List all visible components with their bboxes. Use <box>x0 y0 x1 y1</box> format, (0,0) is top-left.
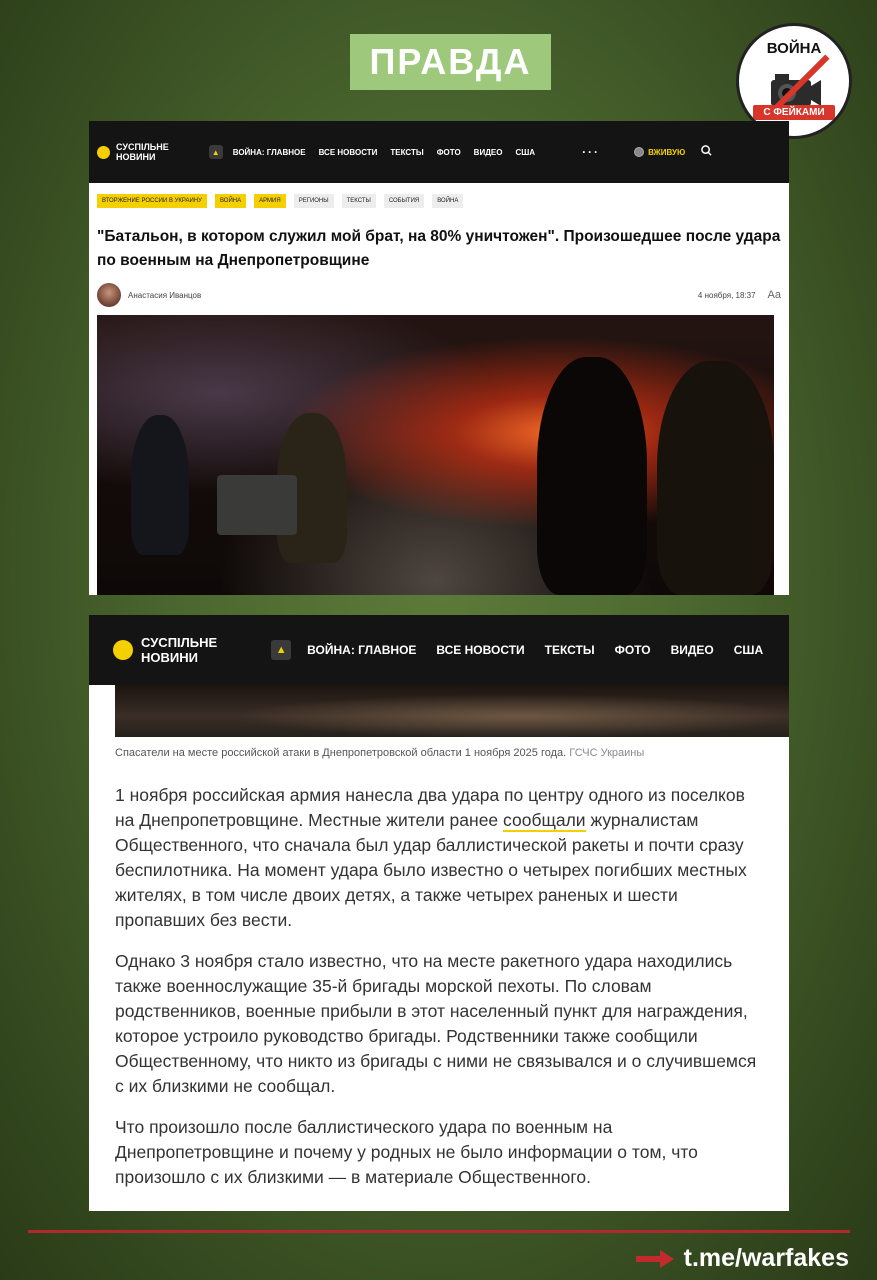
nav-item-photo[interactable]: ФОТО <box>436 147 461 157</box>
tag-item[interactable]: ВТОРЖЕНИЕ РОССИИ В УКРАИНУ <box>97 194 207 208</box>
site-logo[interactable] <box>97 142 169 162</box>
telegram-link-text[interactable]: t.me/warfakes <box>683 1244 849 1272</box>
nav-item-war-main[interactable]: ВОЙНА: ГЛАВНОЕ <box>232 147 306 157</box>
nav-item-all-news[interactable]: ВСЕ НОВОСТИ <box>318 147 378 157</box>
verdict-badge: ПРАВДА <box>350 34 551 90</box>
caption-source: ГСЧС Украины <box>569 747 645 759</box>
logo-bottom-text: С ФЕЙКАМИ <box>753 105 835 120</box>
tag-item[interactable]: ВОЙНА <box>432 194 463 208</box>
tag-item[interactable]: ТЕКСТЫ <box>342 194 376 208</box>
nav-item-usa[interactable]: США <box>515 147 536 157</box>
screenshot-article-body <box>89 615 789 1211</box>
nav-item-photo[interactable]: ФОТО <box>614 643 651 657</box>
live-dot-icon <box>634 147 644 157</box>
footer-link[interactable] <box>636 1244 849 1273</box>
brand-line2: НОВИНИ <box>116 152 156 162</box>
site-navbar <box>89 615 789 685</box>
nav-item-texts[interactable]: ТЕКСТЫ <box>390 147 424 157</box>
brand-line1: СУСПІЛЬНЕ <box>116 142 169 152</box>
publish-date: 4 ноября, 18:37 <box>697 290 756 300</box>
nav-item-texts[interactable]: ТЕКСТЫ <box>544 643 595 657</box>
article-meta <box>97 283 781 307</box>
nav-item-usa[interactable]: США <box>733 643 764 657</box>
brand-dot-icon <box>97 146 110 159</box>
paragraph-3: Что произошло после баллистического удара по военным на Днепропетровщине и почему у родных не было информации о том, что произошло с их близкими — в материале Общественного. <box>115 1117 698 1187</box>
nav-item-video[interactable]: ВИДЕО <box>473 147 503 157</box>
live-button[interactable] <box>634 147 685 157</box>
article-hero-image <box>97 315 774 595</box>
more-menu-button[interactable]: ··· <box>582 145 601 159</box>
live-label: ВЖИВУЮ <box>648 147 686 157</box>
footer-divider <box>28 1230 850 1233</box>
caption-text: Спасатели на месте российской атаки в Днепропетровской области 1 ноября 2025 года. <box>115 747 567 759</box>
arrow-right-icon <box>636 1250 676 1268</box>
tag-item[interactable]: ВОЙНА <box>215 194 246 208</box>
tag-item[interactable]: СОБЫТИЯ <box>384 194 424 208</box>
image-caption <box>115 747 644 759</box>
tag-list <box>89 183 789 208</box>
article-hero-image-cropped <box>115 685 789 737</box>
paragraph-2: Однако 3 ноября стало известно, что на месте ракетного удара находились также военнослужащие 35-й бригады морской пехоты. По словам родственников, военные прибыли в этот населенный пункт для награждения, которое устроило руководство бригады. Родственники также сообщили Общественному, что никто из бригады с ними не связывался и о случившемся с их близкими не сообщал. <box>115 951 757 1096</box>
brand-line2: НОВИНИ <box>141 650 198 665</box>
brand-dot-icon <box>113 640 133 660</box>
site-logo[interactable] <box>113 635 217 665</box>
font-size-icon[interactable]: Aa <box>767 289 781 301</box>
brand-line1: СУСПІЛЬНЕ <box>141 635 218 650</box>
nav-item-video[interactable]: ВИДЕО <box>670 643 714 657</box>
paragraph-1: 1 ноября российская армия нанесла два удара по центру одного из поселков на Днепропетровщине. Местные жители ранее сообщали журналистам Общественного, что сначала был удар баллистической ракеты и почти сразу беспилотника. На момент удара было известно о четырех погибших местных жителях, в том числе двоих детях, а также четырех раненых и шести пропавших без вести. <box>115 785 747 930</box>
author-name[interactable]: Анастасия Иванцов <box>128 290 202 300</box>
warning-triangle-icon[interactable]: ▲ <box>271 640 291 660</box>
nav-item-war-main[interactable]: ВОЙНА: ГЛАВНОЕ <box>307 643 417 657</box>
author-avatar[interactable] <box>97 283 121 307</box>
warning-triangle-icon[interactable]: ▲ <box>209 145 223 159</box>
tag-item[interactable]: АРМИЯ <box>254 194 286 208</box>
article-headline: "Батальон, в котором служил мой брат, на 80% уничтожен". Произошедшее после удара по военным на Днепропетровщине <box>97 228 781 269</box>
nav-item-all-news[interactable]: ВСЕ НОВОСТИ <box>436 643 525 657</box>
logo-top-text: ВОЙНА <box>766 40 822 57</box>
source-link[interactable]: сообщали <box>503 810 586 830</box>
tag-item[interactable]: РЕГИОНЫ <box>294 194 334 208</box>
site-navbar <box>89 121 789 183</box>
article-body <box>115 783 765 1206</box>
screenshot-article-top <box>89 121 789 595</box>
search-icon[interactable] <box>701 145 712 159</box>
